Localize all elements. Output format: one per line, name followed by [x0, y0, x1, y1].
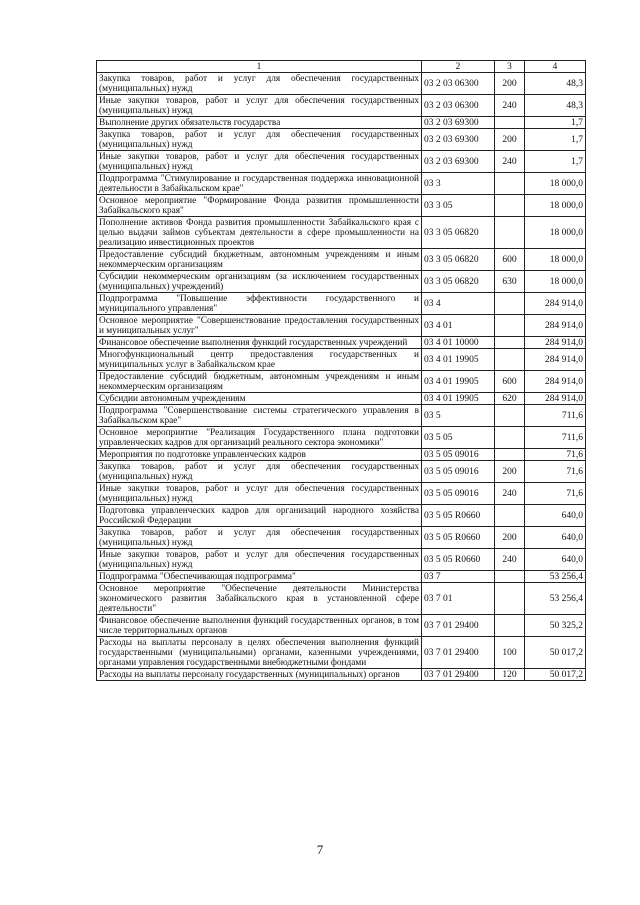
row-name-cell: Предоставление субсидий бюджетным, автономным учреждениям и иным некоммерческим организациям — [97, 249, 422, 271]
row-name-cell: Иные закупки товаров, работ и услуг для обеспечения государственных (муниципальных) нужд — [97, 95, 422, 117]
table-row — [97, 371, 586, 393]
row-name-cell: Многофункциональный центр предоставления государственных и муниципальных услуг в Забайкальском крае — [97, 349, 422, 371]
row-amount-cell: 284 914,0 — [525, 393, 586, 405]
row-expense-type-cell — [495, 571, 525, 583]
row-name-cell: Подготовка управленческих кадров для организаций народного хозяйства Российской Федерации — [97, 505, 422, 527]
budget-table — [96, 60, 586, 681]
row-name-cell: Подпрограмма "Стимулирование и государственная поддержка инновационной деятельности в Забайкальском крае" — [97, 173, 422, 195]
row-code-cell: 03 2 03 06300 — [422, 95, 495, 117]
row-name-cell: Финансовое обеспечение выполнения функций государственных органов, в том числе территориальных органов — [97, 615, 422, 637]
row-code-cell: 03 5 05 R0660 — [422, 549, 495, 571]
row-expense-type-cell: 240 — [495, 95, 525, 117]
row-expense-type-cell: 100 — [495, 637, 525, 669]
row-name-cell: Закупка товаров, работ и услуг для обеспечения государственных (муниципальных) нужд — [97, 461, 422, 483]
table-row — [97, 549, 586, 571]
table-row — [97, 405, 586, 427]
row-name-cell: Субсидии некоммерческим организациям (за исключением государственных (муниципальных) учреждений) — [97, 271, 422, 293]
row-amount-cell: 284 914,0 — [525, 349, 586, 371]
row-expense-type-cell — [495, 293, 525, 315]
table-row — [97, 73, 586, 95]
row-expense-type-cell — [495, 315, 525, 337]
row-amount-cell: 18 000,0 — [525, 249, 586, 271]
table-row — [97, 129, 586, 151]
table-header — [97, 61, 586, 73]
row-code-cell: 03 5 05 R0660 — [422, 505, 495, 527]
row-expense-type-cell — [495, 505, 525, 527]
row-code-cell: 03 5 05 09016 — [422, 483, 495, 505]
table-row — [97, 349, 586, 371]
table-row — [97, 571, 586, 583]
row-amount-cell: 50 017,2 — [525, 637, 586, 669]
row-name-cell: Подпрограмма "Совершенствование системы стратегического управления в Забайкальском крае" — [97, 405, 422, 427]
row-expense-type-cell: 620 — [495, 393, 525, 405]
row-name-cell: Закупка товаров, работ и услуг для обеспечения государственных (муниципальных) нужд — [97, 527, 422, 549]
row-amount-cell: 284 914,0 — [525, 371, 586, 393]
row-code-cell: 03 4 01 — [422, 315, 495, 337]
row-code-cell: 03 4 01 19905 — [422, 393, 495, 405]
table-row — [97, 293, 586, 315]
table-row — [97, 637, 586, 669]
row-expense-type-cell — [495, 405, 525, 427]
row-expense-type-cell: 600 — [495, 249, 525, 271]
table-row — [97, 615, 586, 637]
row-amount-cell: 48,3 — [525, 95, 586, 117]
page-number: 7 — [316, 842, 324, 857]
row-name-cell: Субсидии автономным учреждениям — [97, 393, 422, 405]
table-row — [97, 337, 586, 349]
row-name-cell: Расходы на выплаты персоналу в целях обеспечения выполнения функций государственными (муниципальными) органами, казенными учреждениями, органами управления государственными внебюджетными фондами — [97, 637, 422, 669]
table-row — [97, 393, 586, 405]
row-code-cell: 03 5 — [422, 405, 495, 427]
table-body — [97, 73, 586, 681]
row-name-cell: Финансовое обеспечение выполнения функций государственных учреждений — [97, 337, 422, 349]
row-code-cell: 03 2 03 69300 — [422, 117, 495, 129]
row-expense-type-cell: 200 — [495, 73, 525, 95]
row-name-cell: Основное мероприятие "Обеспечение деятельности Министерства экономического развития Забайкальского края в установленной сфере деятельности" — [97, 583, 422, 615]
table-row — [97, 151, 586, 173]
row-amount-cell: 48,3 — [525, 73, 586, 95]
row-amount-cell: 53 256,4 — [525, 583, 586, 615]
row-amount-cell: 50 017,2 — [525, 669, 586, 681]
row-code-cell: 03 7 01 29400 — [422, 637, 495, 669]
row-amount-cell: 284 914,0 — [525, 293, 586, 315]
row-code-cell: 03 4 — [422, 293, 495, 315]
row-name-cell: Основное мероприятие "Совершенствование предоставления государственных и муниципальных услуг" — [97, 315, 422, 337]
row-expense-type-cell: 600 — [495, 371, 525, 393]
row-code-cell: 03 3 05 06820 — [422, 271, 495, 293]
row-code-cell: 03 4 01 19905 — [422, 349, 495, 371]
row-code-cell: 03 3 05 06820 — [422, 249, 495, 271]
row-code-cell: 03 7 01 — [422, 583, 495, 615]
row-code-cell: 03 7 01 29400 — [422, 615, 495, 637]
row-amount-cell: 711,6 — [525, 405, 586, 427]
table-row — [97, 505, 586, 527]
row-amount-cell: 71,6 — [525, 461, 586, 483]
row-code-cell: 03 4 01 19905 — [422, 371, 495, 393]
row-expense-type-cell — [495, 195, 525, 217]
table-row — [97, 95, 586, 117]
row-code-cell: 03 5 05 09016 — [422, 449, 495, 461]
row-expense-type-cell — [495, 449, 525, 461]
row-expense-type-cell: 200 — [495, 129, 525, 151]
row-amount-cell: 71,6 — [525, 483, 586, 505]
row-expense-type-cell — [495, 173, 525, 195]
row-amount-cell: 640,0 — [525, 505, 586, 527]
table-row — [97, 483, 586, 505]
header-col-1: 1 — [97, 61, 422, 73]
header-col-4: 4 — [525, 61, 586, 73]
row-name-cell: Закупка товаров, работ и услуг для обеспечения государственных (муниципальных) нужд — [97, 73, 422, 95]
row-amount-cell: 18 000,0 — [525, 173, 586, 195]
row-name-cell: Пополнение активов Фонда развития промышленности Забайкальского края с целью выдачи займов субъектам деятельности в сфере промышленности на реализацию инвестиционных проектов — [97, 217, 422, 249]
row-amount-cell: 71,6 — [525, 449, 586, 461]
row-code-cell: 03 3 — [422, 173, 495, 195]
table-row — [97, 173, 586, 195]
row-expense-type-cell: 240 — [495, 151, 525, 173]
row-expense-type-cell — [495, 337, 525, 349]
row-expense-type-cell — [495, 117, 525, 129]
row-name-cell: Основное мероприятие "Реализация Государственного плана подготовки управленческих кадров для организаций реального сектора экономики" — [97, 427, 422, 449]
row-code-cell: 03 5 05 R0660 — [422, 527, 495, 549]
row-expense-type-cell — [495, 217, 525, 249]
row-amount-cell: 1,7 — [525, 117, 586, 129]
row-amount-cell: 640,0 — [525, 527, 586, 549]
row-expense-type-cell: 240 — [495, 483, 525, 505]
row-amount-cell: 18 000,0 — [525, 217, 586, 249]
table-row — [97, 117, 586, 129]
row-expense-type-cell: 630 — [495, 271, 525, 293]
header-col-3: 3 — [495, 61, 525, 73]
row-name-cell: Иные закупки товаров, работ и услуг для обеспечения государственных (муниципальных) нужд — [97, 483, 422, 505]
row-code-cell: 03 7 01 29400 — [422, 669, 495, 681]
row-name-cell: Расходы на выплаты персоналу государственных (муниципальных) органов — [97, 669, 422, 681]
row-amount-cell: 18 000,0 — [525, 195, 586, 217]
row-name-cell: Предоставление субсидий бюджетным, автономным учреждениям и иным некоммерческим организациям — [97, 371, 422, 393]
table-row — [97, 461, 586, 483]
table-row — [97, 583, 586, 615]
row-amount-cell: 711,6 — [525, 427, 586, 449]
table-row — [97, 249, 586, 271]
row-name-cell: Подпрограмма "Повышение эффективности государственного и муниципального управления" — [97, 293, 422, 315]
table-row — [97, 427, 586, 449]
row-name-cell: Подпрограмма "Обеспечивающая подпрограмма" — [97, 571, 422, 583]
table-row — [97, 315, 586, 337]
row-amount-cell: 18 000,0 — [525, 271, 586, 293]
row-amount-cell: 640,0 — [525, 549, 586, 571]
row-code-cell: 03 3 05 — [422, 195, 495, 217]
row-name-cell: Основное мероприятие "Формирование Фонда развития промышленности Забайкальского края" — [97, 195, 422, 217]
row-code-cell: 03 7 — [422, 571, 495, 583]
row-expense-type-cell: 200 — [495, 527, 525, 549]
row-amount-cell: 1,7 — [525, 129, 586, 151]
table-row — [97, 271, 586, 293]
row-expense-type-cell — [495, 583, 525, 615]
row-name-cell: Выполнение других обязательств государства — [97, 117, 422, 129]
row-expense-type-cell — [495, 615, 525, 637]
header-row — [97, 61, 586, 73]
row-name-cell: Иные закупки товаров, работ и услуг для обеспечения государственных (муниципальных) нужд — [97, 549, 422, 571]
table-row — [97, 527, 586, 549]
table-row — [97, 217, 586, 249]
table-row — [97, 195, 586, 217]
header-col-2: 2 — [422, 61, 495, 73]
row-code-cell: 03 3 05 06820 — [422, 217, 495, 249]
row-name-cell: Закупка товаров, работ и услуг для обеспечения государственных (муниципальных) нужд — [97, 129, 422, 151]
row-expense-type-cell — [495, 427, 525, 449]
table-row — [97, 669, 586, 681]
row-name-cell: Иные закупки товаров, работ и услуг для обеспечения государственных (муниципальных) нужд — [97, 151, 422, 173]
row-code-cell: 03 2 03 06300 — [422, 73, 495, 95]
row-amount-cell: 1,7 — [525, 151, 586, 173]
row-name-cell: Мероприятия по подготовке управленческих кадров — [97, 449, 422, 461]
row-code-cell: 03 2 03 69300 — [422, 129, 495, 151]
row-amount-cell: 284 914,0 — [525, 315, 586, 337]
row-expense-type-cell: 240 — [495, 549, 525, 571]
table-row — [97, 449, 586, 461]
row-expense-type-cell: 200 — [495, 461, 525, 483]
row-amount-cell: 50 325,2 — [525, 615, 586, 637]
row-amount-cell: 284 914,0 — [525, 337, 586, 349]
row-code-cell: 03 5 05 09016 — [422, 461, 495, 483]
row-code-cell: 03 2 03 69300 — [422, 151, 495, 173]
row-expense-type-cell: 120 — [495, 669, 525, 681]
row-code-cell: 03 4 01 10000 — [422, 337, 495, 349]
row-code-cell: 03 5 05 — [422, 427, 495, 449]
row-expense-type-cell — [495, 349, 525, 371]
row-amount-cell: 53 256,4 — [525, 571, 586, 583]
